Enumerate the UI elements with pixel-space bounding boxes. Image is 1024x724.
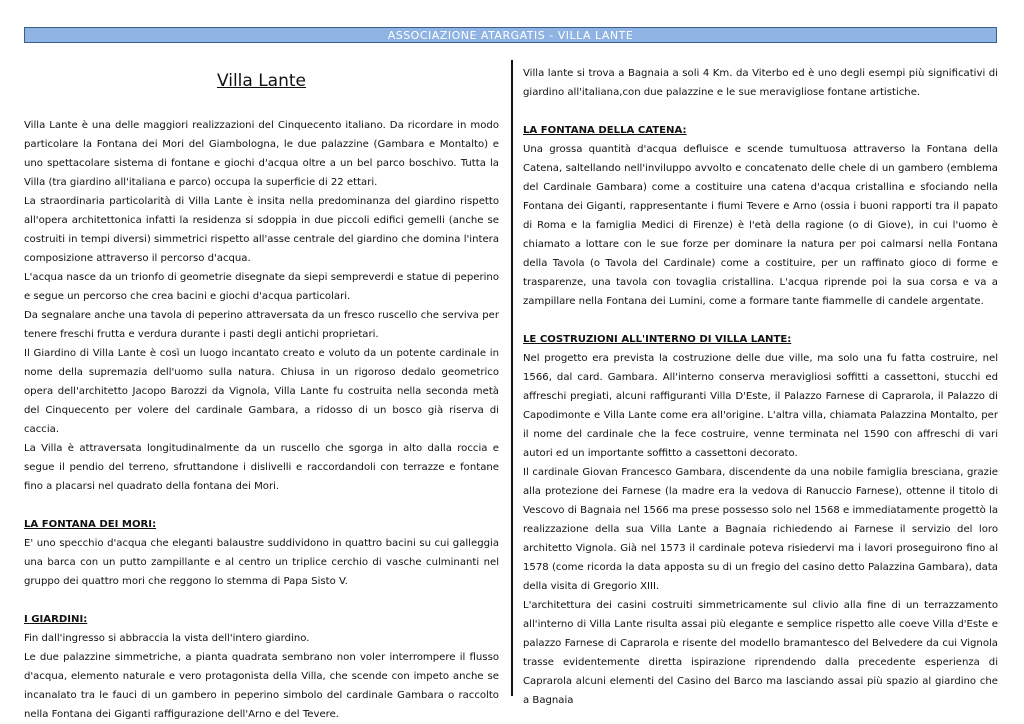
paragraph: Fin dall'ingresso si abbraccia la vista dell'intero giardino. — [24, 633, 310, 644]
page-title: Villa Lante — [216, 71, 307, 91]
section-heading-giardini: I GIARDINI: — [24, 614, 88, 625]
section-heading-costruzioni: LE COSTRUZIONI ALL'INTERNO DI VILLA LANTE: — [523, 334, 792, 345]
header-banner: ASSOCIAZIONE ATARGATIS - VILLA LANTE — [24, 27, 997, 43]
paragraph: La Villa è attraversata longitudinalmente da un ruscello che sgorga in alto dalla roccia e segue il pendio del terreno, sfruttandone i dislivelli e raccordandoli con terrazze e fontane fino a placarsi nel quadrato della fontana dei Mori. — [24, 443, 499, 492]
right-column — [523, 64, 998, 710]
paragraph: Nel progetto era prevista la costruzione delle due ville, ma solo una fu fatta costruire, nel 1566, dal card. Gambara. All'interno conserva meravigliosi soffitti a cassettoni, stucchi ed affreschi pregiati, alcuni raffiguranti Villa D'Este, il Palazzo Farnese di Caprarola, il Palazzo di Capodimonte e Villa Lante come era all'origine. L'altra villa, chiamata Palazzina Montalto, per il nome del cardinale che la fece costruire, venne terminata nel 1590 con affreschi di vari autori ed un importante soffitto a cassettoni decorato. — [523, 353, 998, 459]
left-column — [24, 64, 499, 724]
paragraph: L'architettura dei casini costruiti simmetricamente sul clivio alla fine di un terrazzamento all'interno di Villa Lante risulta assai più elegante e semplice rispetto alle coeve Villa d'Este e palazzo Farnese di Caprarola e risente del modello bramantesco del Belvedere da cui Vignola trasse evidentemente diretta ispirazione riprendendo dalla precedente esperienza di Caprarola alcuni elementi del Casino del Barco ma lasciando assai più spazio al giardino che a Bagnaia — [523, 600, 998, 706]
paragraph: La straordinaria particolarità di Villa Lante è insita nella predominanza del giardino rispetto all'opera architettonica infatti la residenza si sdoppia in due piccoli edifici gemelli (anche se costruiti in tempi diversi) simmetrici rispetto all'asse centrale del giardino che domina l'intera composizione attraverso il percorso d'acqua. — [24, 196, 499, 264]
intro-paragraph: Villa lante si trova a Bagnaia a soli 4 Km. da Viterbo ed è uno degli esempi più significativi di giardino all'italiana,con due palazzine e le sue meravigliose fontane artistiche. — [523, 68, 998, 98]
paragraph: E' uno specchio d'acqua che eleganti balaustre suddividono in quattro bacini su cui galleggia una barca con un putto zampillante e al centro un triplice cerchio di vasche culminanti nel gruppo dei quattro mori che reggono lo stemma di Papa Sisto V. — [24, 538, 499, 587]
section-heading-mori: LA FONTANA DEI MORI: — [24, 519, 157, 530]
paragraph: L'acqua nasce da un trionfo di geometrie disegnate da siepi sempreverdi e statue di peperino e segue un percorso che crea bacini e giochi d'acqua particolari. — [24, 272, 499, 302]
paragraph: Il cardinale Giovan Francesco Gambara, discendente da una nobile famiglia bresciana, grazie alla protezione dei Farnese (la madre era la vedova di Ranuccio Farnese), ottenne il titolo di Vescovo di Bagnaia nel 1566 ma prese possesso solo nel 1568 e immediatamente progettò la realizzazione della sua Villa Lante a Bagnaia richiedendo ai Farnese il servizio del loro architetto Vignola. Già nel 1573 il cardinale poteva risiedervi ma i lavori proseguirono fino al 1578 (come ricorda la data apposta su di un fregio del casino detto Palazzina Gambara), data della visita di Gregorio XIII. — [523, 467, 998, 592]
paragraph: Il Giardino di Villa Lante è così un luogo incantato creato e voluto da un potente cardinale in nome della supremazia dell'uomo sulla natura. Chiusa in un rigoroso dedalo geometrico opera dell'architetto Jacopo Barozzi da Vignola, Villa Lante fu costruita nella seconda metà del Cinquecento per volere del cardinale Gambara, a ridosso di un bosco già riserva di caccia. — [24, 348, 499, 435]
column-divider — [511, 60, 513, 696]
paragraph: Da segnalare anche una tavola di peperino attraversata da un fresco ruscello che serviva per tenere freschi frutta e verdura durante i pasti degli antichi proprietari. — [24, 310, 499, 340]
section-heading-catena: LA FONTANA DELLA CATENA: — [523, 125, 687, 136]
paragraph: Una grossa quantità d'acqua defluisce e scende tumultuosa attraverso la Fontana della Catena, saltellando nell'inviluppo avvolto e concatenato delle chele di un gambero (emblema del Cardinale Gambara) come a costituire una catena d'acqua cristallina e sfociando nella Fontana dei Giganti, rappresentante i fiumi Tevere e Arno (ossia i buoni rapporti tra il papato di Roma e la famiglia Medici di Firenze) è l'età della ragione (o di Giove), in cui l'uomo è chiamato a lottare con le sue forze per dominare la natura per poi calmarsi nella Fontana della Tavola (o Tavola del Cardinale) come a costituire, per un raffinato gioco di forme e trasparenze, una tavola con tovaglia cristallina. L'acqua riprende poi la sua corsa e va a zampillare nella Fontana dei Lumini, come a formare tante fiammelle di candele argentate. — [523, 144, 998, 307]
paragraph: Le due palazzine simmetriche, a pianta quadrata sembrano non voler interrompere il flusso d'acqua, elemento naturale e vero protagonista della Villa, che scende con impeto anche se incanalato tra le fauci di un gambero in peperino simbolo del cardinale Gambara o raccolto nella Fontana dei Giganti raffigurazione dell'Arno e del Tevere. — [24, 652, 499, 720]
paragraph: Villa Lante è una delle maggiori realizzazioni del Cinquecento italiano. Da ricordare in modo particolare la Fontana dei Mori del Giambologna, le due palazzine (Gambara e Montalto) e uno spettacolare sistema di fontane e giochi d'acqua oltre a un bel parco boschivo. Tutta la Villa (tra giardino all'italiana e parco) occupa la superficie di 22 ettari. — [24, 120, 499, 188]
